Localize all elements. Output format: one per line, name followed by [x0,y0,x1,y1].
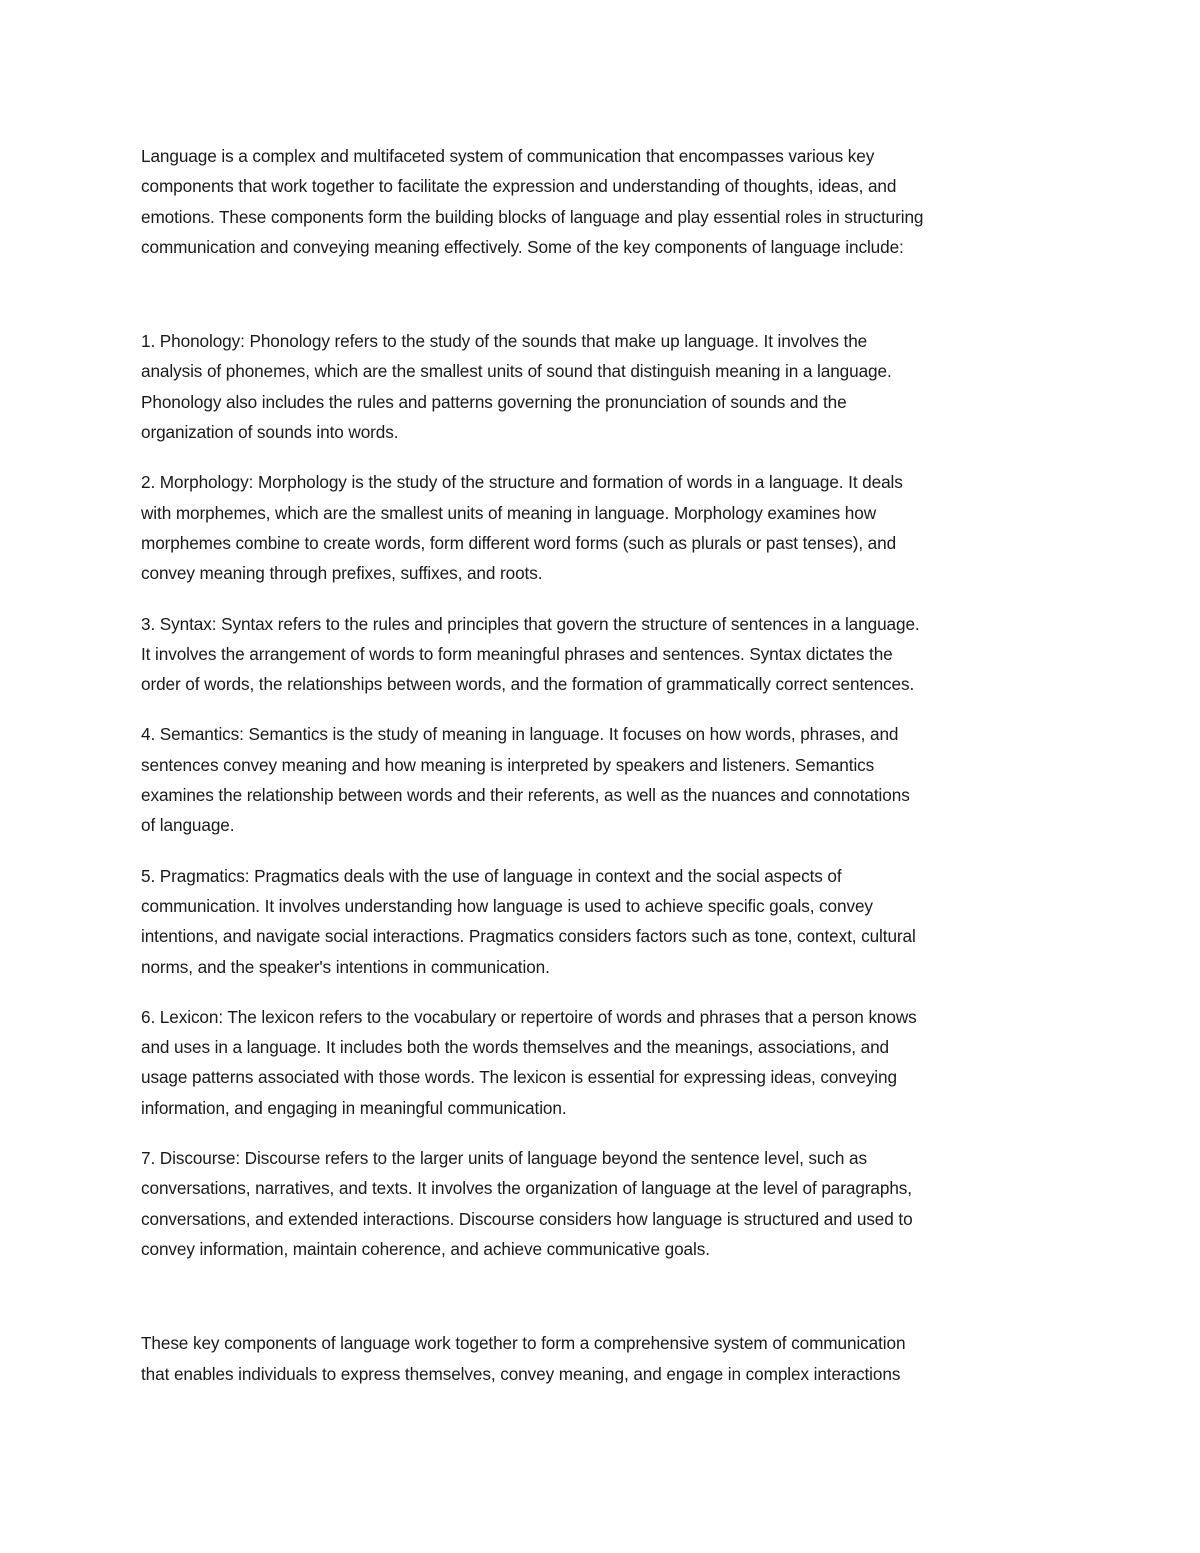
component-lexicon-paragraph: 6. Lexicon: The lexicon refers to the vocabulary or repertoire of words and phrases that a person knows and uses in a language. It includes both the words themselves and the meanings, associations, and usage patterns associated with those words. The lexicon is essential for expressing ideas, conveying information, and engaging in meaningful communication. [141,1006,917,1118]
component-morphology-paragraph: 2. Morphology: Morphology is the study of the structure and formation of words in a language. It deals with morphemes, which are the smallest units of meaning in language. Morphology examines how morphemes combine to create words, form different word forms (such as plurals or past tenses), and convey meaning through prefixes, suffixes, and roots. [141,472,903,584]
document-body [141,141,1066,1389]
intro-paragraph: Language is a complex and multifaceted system of communication that encompasses various key components that work together to facilitate the expression and understanding of thoughts, ideas, and emotions. These components form the building blocks of language and play essential roles in structuring communication and conveying meaning effectively. Some of the key components of language include: [141,146,924,257]
component-semantics-paragraph: 4. Semantics: Semantics is the study of meaning in language. It focuses on how words, phrases, and sentences convey meaning and how meaning is interpreted by speakers and listeners. Semantics examines the relationship between words and their referents, as well as the nuances and connotations of language. [141,724,910,836]
component-pragmatics-paragraph: 5. Pragmatics: Pragmatics deals with the use of language in context and the social aspects of communication. It involves understanding how language is used to achieve specific goals, convey intentions, and navigate social interactions. Pragmatics considers factors such as tone, context, cultural norms, and the speaker's intentions in communication. [141,865,916,977]
component-discourse-paragraph: 7. Discourse: Discourse refers to the larger units of language beyond the sentence level, such as conversations, narratives, and texts. It involves the organization of language at the level of paragraphs, conversations, and extended interactions. Discourse considers how language is structured and used to convey information, maintain coherence, and achieve communicative goals. [141,1148,913,1259]
component-phonology-paragraph: 1. Phonology: Phonology refers to the study of the sounds that make up language. It involves the analysis of phonemes, which are the smallest units of sound that distinguish meaning in a language. Phonology also includes the rules and patterns governing the pronunciation of sounds and the organization of sounds into words. [141,331,892,443]
conclusion-paragraph: These key components of language work together to form a comprehensive system of communication that enables individuals to express themselves, convey meaning, and engage in complex interactions [141,1333,906,1384]
component-syntax-paragraph: 3. Syntax: Syntax refers to the rules and principles that govern the structure of sentences in a language. It involves the arrangement of words to form meaningful phrases and sentences. Syntax dictates the order of words, the relationships between words, and the formation of grammatically correct sentences. [141,613,920,695]
components-list [141,326,1066,1264]
